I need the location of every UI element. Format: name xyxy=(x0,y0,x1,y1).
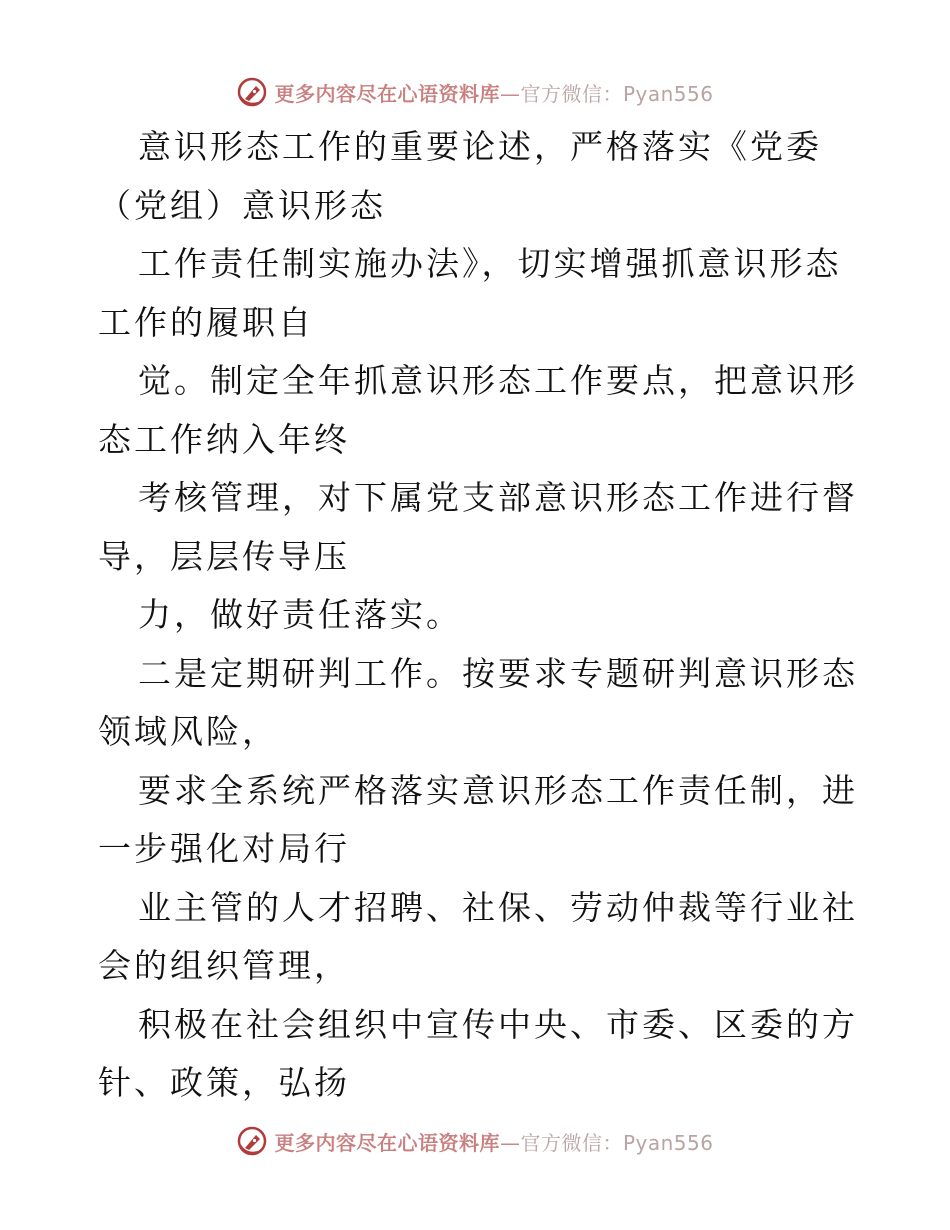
paragraph-9: 积极在社会组织中宣传中央、市委、区委的方针、政策，弘扬 xyxy=(98,1004,858,1102)
footer-site-text: 更多内容尽在心语资料库 xyxy=(274,1130,500,1155)
header-site-text: 更多内容尽在心语资料库 xyxy=(274,81,500,106)
paragraph-2: 工作责任制实施办法》，切实增强抓意识形态工作的履职自 xyxy=(98,244,842,342)
pen-nib-logo-icon xyxy=(236,1125,268,1157)
footer-banner xyxy=(0,1121,950,1161)
paragraph-1: 意识形态工作的重要论述，严格落实《党委（党组）意识形态 xyxy=(98,127,822,225)
document-body xyxy=(98,118,868,1113)
paragraph-7: 要求全系统严格落实意识形态工作责任制，进一步强化对局行 xyxy=(98,770,858,868)
footer-contact-text: 官方微信：Pyan556 xyxy=(520,1130,714,1155)
pen-nib-logo-icon xyxy=(236,76,268,108)
header-separator: — xyxy=(499,81,521,106)
paragraph-6: 二是定期研判工作。按要求专题研判意识形态领域风险， xyxy=(98,653,858,751)
header-banner xyxy=(0,72,950,112)
header-contact-text: 官方微信：Pyan556 xyxy=(520,81,714,106)
footer-separator: — xyxy=(499,1130,521,1155)
footer-banner-text xyxy=(274,1127,713,1156)
paragraph-4: 考核管理，对下属党支部意识形态工作进行督导，层层传导压 xyxy=(98,478,858,576)
paragraph-5: 力，做好责任落实。 xyxy=(138,595,462,634)
paragraph-8: 业主管的人才招聘、社保、劳动仲裁等行业社会的组织管理， xyxy=(98,887,858,985)
paragraph-3: 觉。制定全年抓意识形态工作要点，把意识形态工作纳入年终 xyxy=(98,361,858,459)
header-banner-text xyxy=(274,78,713,107)
